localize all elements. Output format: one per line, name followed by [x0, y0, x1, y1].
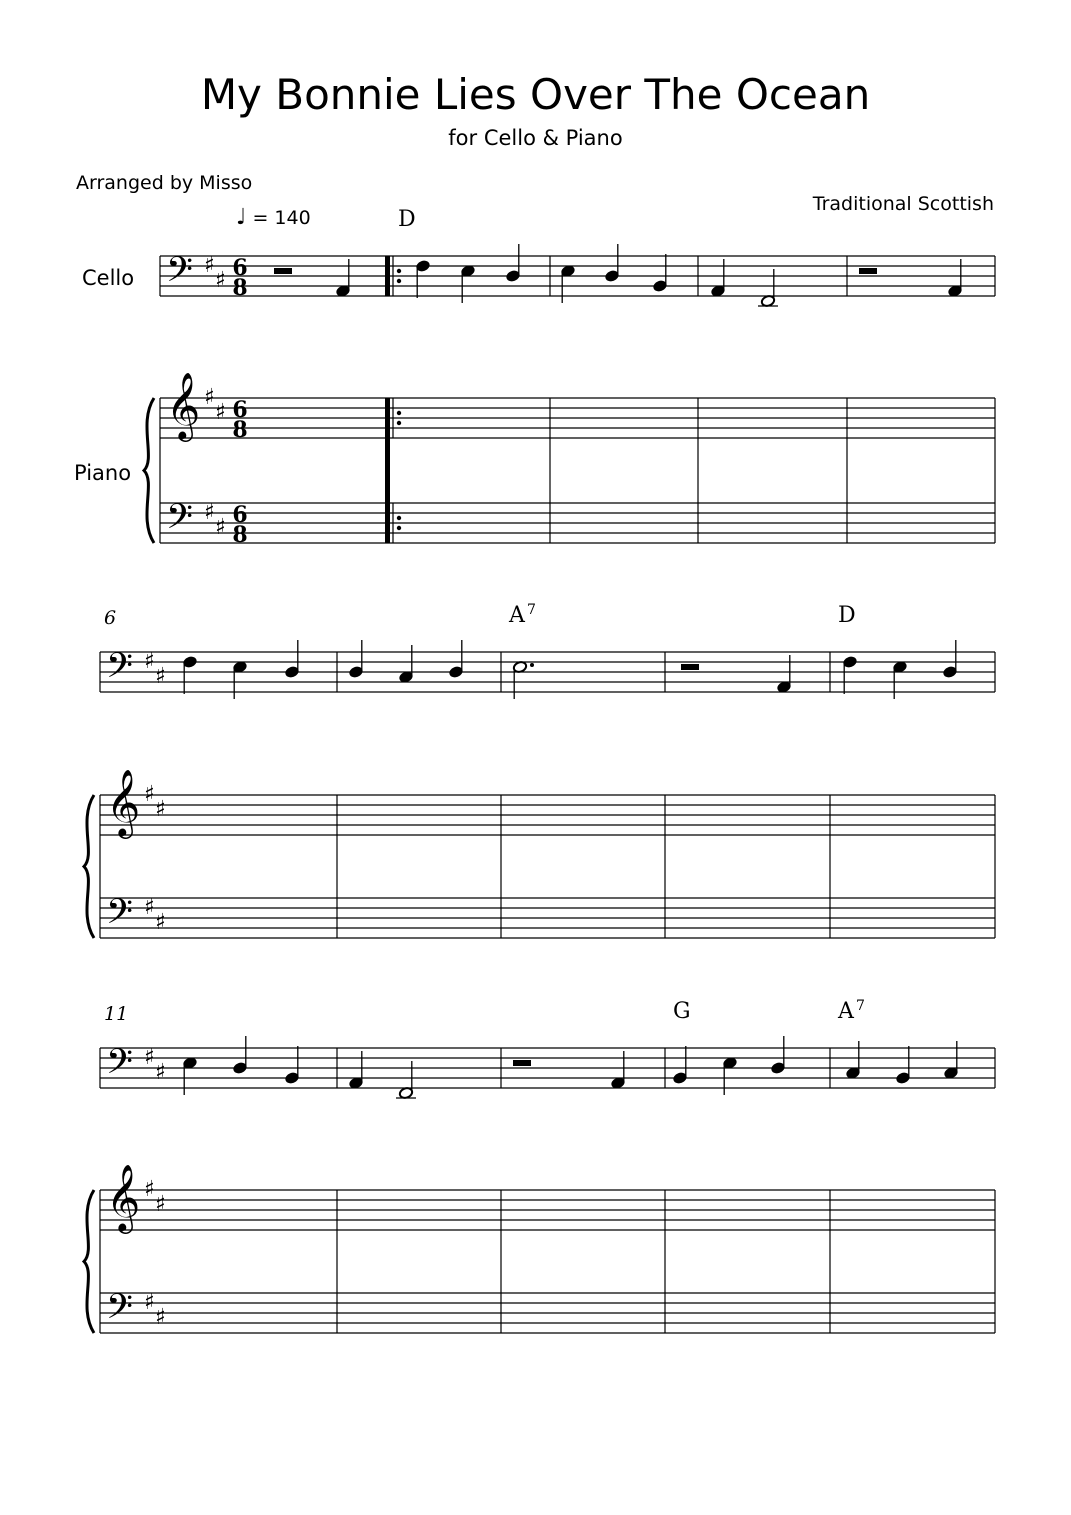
sharp-icon: ♯	[144, 1290, 155, 1315]
augmentation-dot	[530, 663, 534, 667]
bass-clef-icon: 𝄢	[106, 1286, 134, 1335]
sharp-icon: ♯	[155, 1305, 166, 1330]
piano-instrument-label: Piano	[74, 461, 132, 485]
sharp-icon: ♯	[155, 910, 166, 935]
sharp-icon: ♯	[144, 895, 155, 920]
sharp-icon: ♯	[155, 664, 166, 689]
repeat-dot	[397, 526, 401, 530]
repeat-dot	[397, 279, 401, 283]
time-signature-top: 6	[232, 255, 248, 281]
time-signature-bottom: 8	[232, 522, 248, 548]
sharp-icon: ♯	[215, 515, 226, 540]
score-title: My Bonnie Lies Over The Ocean	[200, 70, 871, 119]
repeat-barline-thick	[385, 398, 390, 438]
chord-symbol: D	[838, 603, 856, 628]
sharp-icon: ♯	[144, 782, 155, 807]
sharp-icon: ♯	[204, 385, 215, 410]
repeat-barline-thick	[385, 256, 390, 296]
sharp-icon: ♯	[144, 649, 155, 674]
piano-brace-icon	[84, 1190, 94, 1333]
sharp-icon: ♯	[204, 500, 215, 525]
piano-brace-icon	[84, 795, 94, 938]
treble-clef-icon: 𝄞	[106, 1163, 141, 1231]
rest-icon	[513, 1060, 531, 1066]
time-signature-bottom: 8	[232, 275, 248, 301]
bass-clef-icon: 𝄢	[106, 891, 134, 940]
score-subtitle: for Cello & Piano	[448, 126, 623, 150]
sharp-icon: ♯	[144, 1045, 155, 1070]
repeat-dot	[397, 269, 401, 273]
measure-number: 6	[104, 607, 117, 629]
rest-icon	[681, 664, 699, 670]
composer-credit: Traditional Scottish	[812, 193, 994, 215]
treble-clef-icon: 𝄞	[106, 768, 141, 836]
sharp-icon: ♯	[215, 268, 226, 293]
chord-symbol: A	[509, 603, 525, 628]
sharp-icon: ♯	[215, 400, 226, 425]
chord-symbol-superscript: 7	[856, 998, 865, 1014]
sharp-icon: ♯	[144, 1177, 155, 1202]
sharp-icon: ♯	[155, 1192, 166, 1217]
bass-clef-icon: 𝄢	[166, 249, 194, 298]
repeat-barline-thick	[385, 503, 390, 543]
chord-symbol: A	[838, 999, 854, 1024]
piano-brace-icon	[144, 398, 154, 543]
bass-clef-icon: 𝄢	[106, 645, 134, 694]
chord-symbol-superscript: 7	[527, 602, 536, 618]
bass-clef-icon: 𝄢	[106, 1041, 134, 1090]
bass-clef-icon: 𝄢	[166, 496, 194, 545]
time-signature-bottom: 8	[232, 417, 248, 443]
treble-clef-icon: 𝄞	[166, 371, 201, 439]
repeat-dot	[397, 516, 401, 520]
repeat-dot	[397, 421, 401, 425]
repeat-barline-connector	[385, 438, 390, 503]
quarter-note-icon: ♩	[236, 205, 247, 230]
arranger-credit: Arranged by Misso	[76, 172, 253, 194]
sharp-icon: ♯	[204, 253, 215, 278]
tempo-value: = 140	[252, 207, 311, 229]
chord-symbol: D	[398, 207, 416, 232]
sharp-icon: ♯	[155, 1060, 166, 1085]
repeat-dot	[397, 411, 401, 415]
chord-symbol: G	[673, 999, 691, 1024]
sharp-icon: ♯	[155, 797, 166, 822]
time-signature-top: 6	[232, 502, 248, 528]
cello-instrument-label: Cello	[82, 266, 135, 290]
rest-icon	[859, 268, 877, 274]
measure-number: 11	[104, 1003, 129, 1025]
time-signature-top: 6	[232, 397, 248, 423]
rest-icon	[274, 268, 292, 274]
